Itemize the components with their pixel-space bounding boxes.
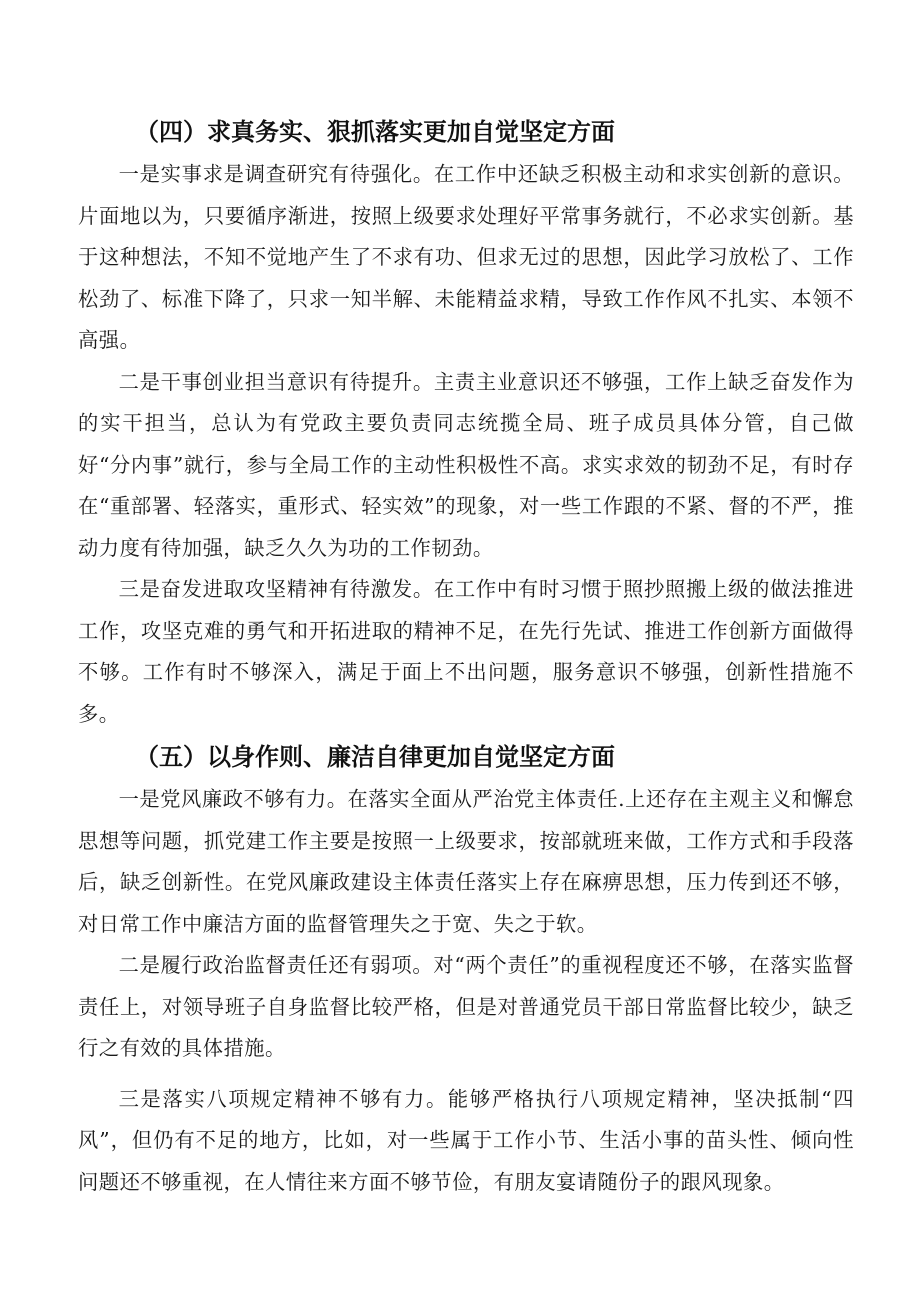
paragraph: 一是实事求是调查研究有待强化。在工作中还缺乏积极主动和求实创新的意识。片面地以为，只要循序渐进，按照上级要求处理好平常事务就行，不必求实创新。基于这种想法，不知不觉地产生了不求有功、但求无过的思想，因此学习放松了、工作松劲了、标准下降了，只求一知半解、未能精益求精，导致工作作风不扎实、本领不高强。	[78, 162, 854, 352]
paragraph: 三是落实八项规定精神不够有力。能够严格执行八项规定精神，坚决抵制“四风”，但仍有不足的地方，比如，对一些属于工作小节、生活小事的苗头性、倾向性问题还不够重视，在人情往来方面不够节俭，有朋友宴请随份子的跟风现象。	[78, 1086, 854, 1194]
section-heading-4: （四）求真务实、狠抓落实更加自觉坚定方面	[135, 118, 615, 146]
paragraph: 二是履行政治监督责任还有弱项。对“两个责任”的重视程度还不够，在落实监督责任上，对领导班子自身监督比较严格，但是对普通党员干部日常监督比较少，缺乏行之有效的具体措施。	[78, 953, 854, 1060]
section-heading-5: （五）以身作则、廉洁自律更加自觉坚定方面	[135, 743, 615, 771]
paragraph: 三是奋发进取攻坚精神有待激发。在工作中有时习惯于照抄照搬上级的做法推进工作，攻坚克难的勇气和开拓进取的精神不足，在先行先试、推进工作创新方面做得不够。工作有时不够深入，满足于面上不出问题，服务意识不够强，创新性措施不多。	[78, 577, 854, 726]
paragraph: 二是干事创业担当意识有待提升。主责主业意识还不够强，工作上缺乏奋发作为的实干担当，总认为有党政主要负责同志统揽全局、班子成员具体分管，自己做好“分内事”就行，参与全局工作的主动性积极性不高。求实求效的韧劲不足，有时存在“重部署、轻落实，重形式、轻实效”的现象，对一些工作跟的不紧、督的不严，推动力度有待加强，缺乏久久为功的工作韧劲。	[78, 369, 854, 560]
paragraph: 一是党风廉政不够有力。在落实全面从严治党主体责任.上还存在主观主义和懈怠思想等问题，抓党建工作主要是按照一上级要求，按部就班来做，工作方式和手段落后，缺乏创新性。在党风廉政建设主体责任落实上存在麻痹思想，压力传到还不够，对日常工作中廉洁方面的监督管理失之于宽、失之于软。	[78, 787, 854, 936]
